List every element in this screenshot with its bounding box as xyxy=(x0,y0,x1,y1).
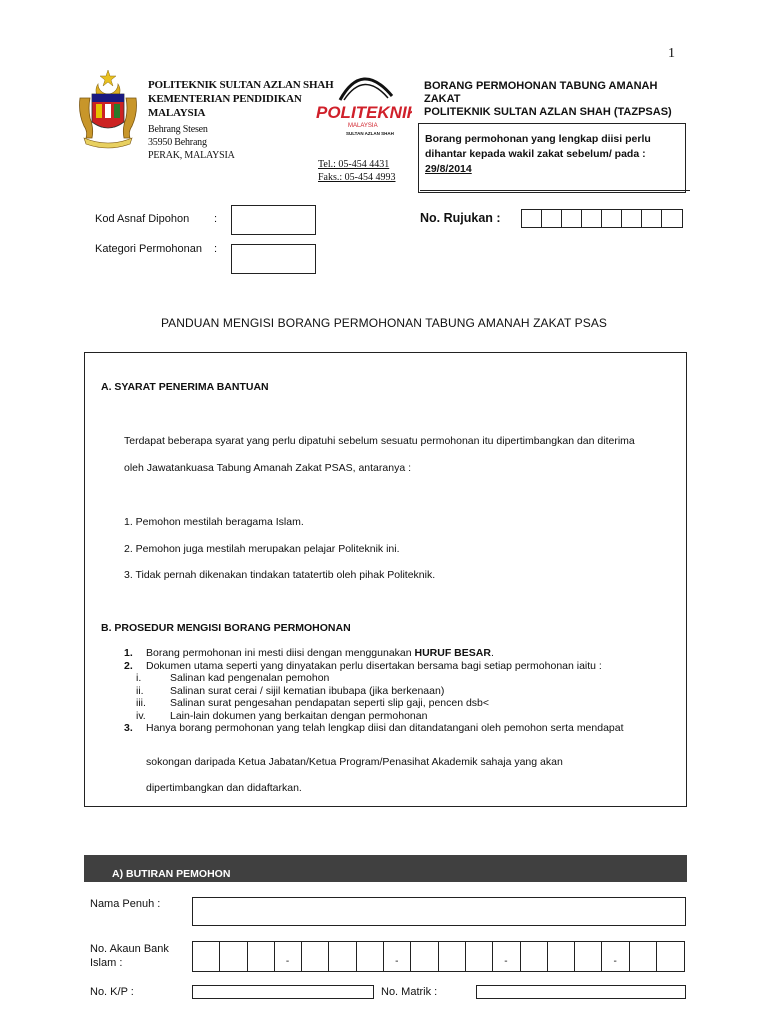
procedure-emphasis: HURUF BESAR xyxy=(414,647,491,659)
document-item xyxy=(124,710,684,723)
logo-sub-name: SULTAN AZLAN SHAH xyxy=(346,131,394,136)
requirement-item: 2. Pemohon juga mestilah merupakan pelajar Politeknik ini. xyxy=(124,543,400,555)
document-item xyxy=(124,672,684,685)
telephone-number: Tel.: 05-454 4431 xyxy=(318,159,390,170)
ministry-country: MALAYSIA xyxy=(148,107,206,119)
kp-label: No. K/P : xyxy=(90,986,134,998)
malaysia-crest-icon xyxy=(76,68,140,154)
procedure-item-2 xyxy=(124,660,684,673)
procedure-num: 3. xyxy=(124,722,133,734)
rujukan-input[interactable] xyxy=(521,209,683,228)
nama-label: Nama Penuh : xyxy=(90,898,161,910)
kod-asnaf-label: Kod Asnaf Dipohon xyxy=(95,213,190,225)
procedure-item-3-line-3: dipertimbangkan dan didaftarkan. xyxy=(146,782,302,794)
document-num: iii. xyxy=(136,697,146,709)
document-text: Salinan surat pengesahan pendapatan seperti slip gaji, pencen dsb< xyxy=(170,697,490,709)
contact-block xyxy=(318,158,396,184)
kategori-label: Kategori Permohonan xyxy=(95,243,203,255)
notice-divider xyxy=(420,190,690,191)
document-text: Salinan kad pengenalan pemohon xyxy=(170,672,330,684)
procedure-text: Borang permohonan ini mesti diisi dengan menggunakan xyxy=(146,647,415,659)
logo-wordmark: POLITEKNIK xyxy=(316,103,412,122)
procedure-item-3 xyxy=(124,722,684,735)
document-num: iv. xyxy=(136,709,146,722)
form-title-line-3: POLITEKNIK SULTAN AZLAN SHAH (TAZPSAS) xyxy=(424,106,672,118)
fax-number: Faks.: 05-454 4993 xyxy=(318,172,396,183)
procedure-num: 1. xyxy=(124,647,133,659)
form-title-line-2: ZAKAT xyxy=(424,93,461,105)
procedure-item-3-line-2: sokongan daripada Ketua Jabatan/Ketua Program/Penasihat Akademik sahaja yang akan xyxy=(146,756,563,768)
akaun-label-line-1: No. Akaun Bank xyxy=(90,943,169,955)
page-number: 1 xyxy=(668,46,675,61)
section-a-heading: A. SYARAT PENERIMA BANTUAN xyxy=(101,381,269,393)
section-a-intro-2: oleh Jawatankuasa Tabung Amanah Zakat PSAS, antaranya : xyxy=(124,462,411,474)
address-line-1: Behrang Stesen xyxy=(148,124,208,135)
akaun-label xyxy=(90,942,169,970)
politeknik-logo xyxy=(312,66,412,136)
akaun-bank-input[interactable] xyxy=(192,941,685,972)
document-text: Lain-lain dokumen yang berkaitan dengan permohonan xyxy=(170,709,428,722)
document-item xyxy=(124,685,684,698)
logo-sub-country: MALAYSIA xyxy=(348,123,378,129)
rujukan-label: No. Rujukan : xyxy=(420,211,501,225)
submission-deadline: 29/8/2014 xyxy=(425,163,472,175)
form-title-line-1: BORANG PERMOHONAN TABUNG AMANAH xyxy=(424,80,658,92)
kp-input[interactable] xyxy=(192,985,374,999)
procedure-list xyxy=(124,647,684,735)
document-num: ii. xyxy=(136,684,144,697)
form-title xyxy=(424,80,694,119)
address-line-3: PERAK, MALAYSIA xyxy=(148,150,235,161)
address-line-2: 35950 Behrang xyxy=(148,137,207,148)
document-text: Salinan surat cerai / sijil kematian ibubapa (jika berkenaan) xyxy=(170,684,445,697)
kategori-colon: : xyxy=(214,243,218,255)
ministry-name: KEMENTERIAN PENDIDIKAN xyxy=(148,93,302,105)
matrik-input[interactable] xyxy=(476,985,686,999)
notice-line-1: Borang permohonan yang lengkap diisi perlu xyxy=(425,133,651,145)
requirement-item: 3. Tidak pernah dikenakan tindakan tatatertib oleh pihak Politeknik. xyxy=(124,569,436,581)
requirement-item: 1. Pemohon mestilah beragama Islam. xyxy=(124,516,304,528)
notice-line-2: dihantar kepada wakil zakat sebelum/ pada : xyxy=(425,148,646,160)
section-a-intro-1: Terdapat beberapa syarat yang perlu dipatuhi sebelum sesuatu permohonan itu dipertimbangkan dan diterima xyxy=(124,435,635,447)
nama-input[interactable] xyxy=(192,897,686,926)
matrik-label: No. Matrik : xyxy=(381,986,438,998)
section-b-heading: B. PROSEDUR MENGISI BORANG PERMOHONAN xyxy=(101,622,351,634)
procedure-text: Hanya borang permohonan yang telah lengkap diisi dan ditandatangani oleh pemohon serta mendapat xyxy=(146,722,624,734)
procedure-text: Dokumen utama seperti yang dinyatakan perlu disertakan bersama bagi setiap permohonan iaitu : xyxy=(146,659,602,672)
kod-asnaf-colon: : xyxy=(214,213,218,225)
guide-title: PANDUAN MENGISI BORANG PERMOHONAN TABUNG AMANAH ZAKAT PSAS xyxy=(160,316,608,330)
kategori-input[interactable] xyxy=(231,244,316,274)
document-num: i. xyxy=(136,672,142,684)
submission-notice xyxy=(418,123,686,193)
akaun-label-line-2: Islam : xyxy=(90,957,123,969)
procedure-num: 2. xyxy=(124,659,133,672)
procedure-end: . xyxy=(490,647,494,659)
butiran-pemohon-header: A) BUTIRAN PEMOHON xyxy=(84,855,687,882)
document-item xyxy=(124,697,684,710)
kod-asnaf-input[interactable] xyxy=(231,205,316,235)
institution-name: POLITEKNIK SULTAN AZLAN SHAH xyxy=(148,79,334,91)
procedure-item-1 xyxy=(124,647,684,660)
institution-block xyxy=(148,78,333,162)
